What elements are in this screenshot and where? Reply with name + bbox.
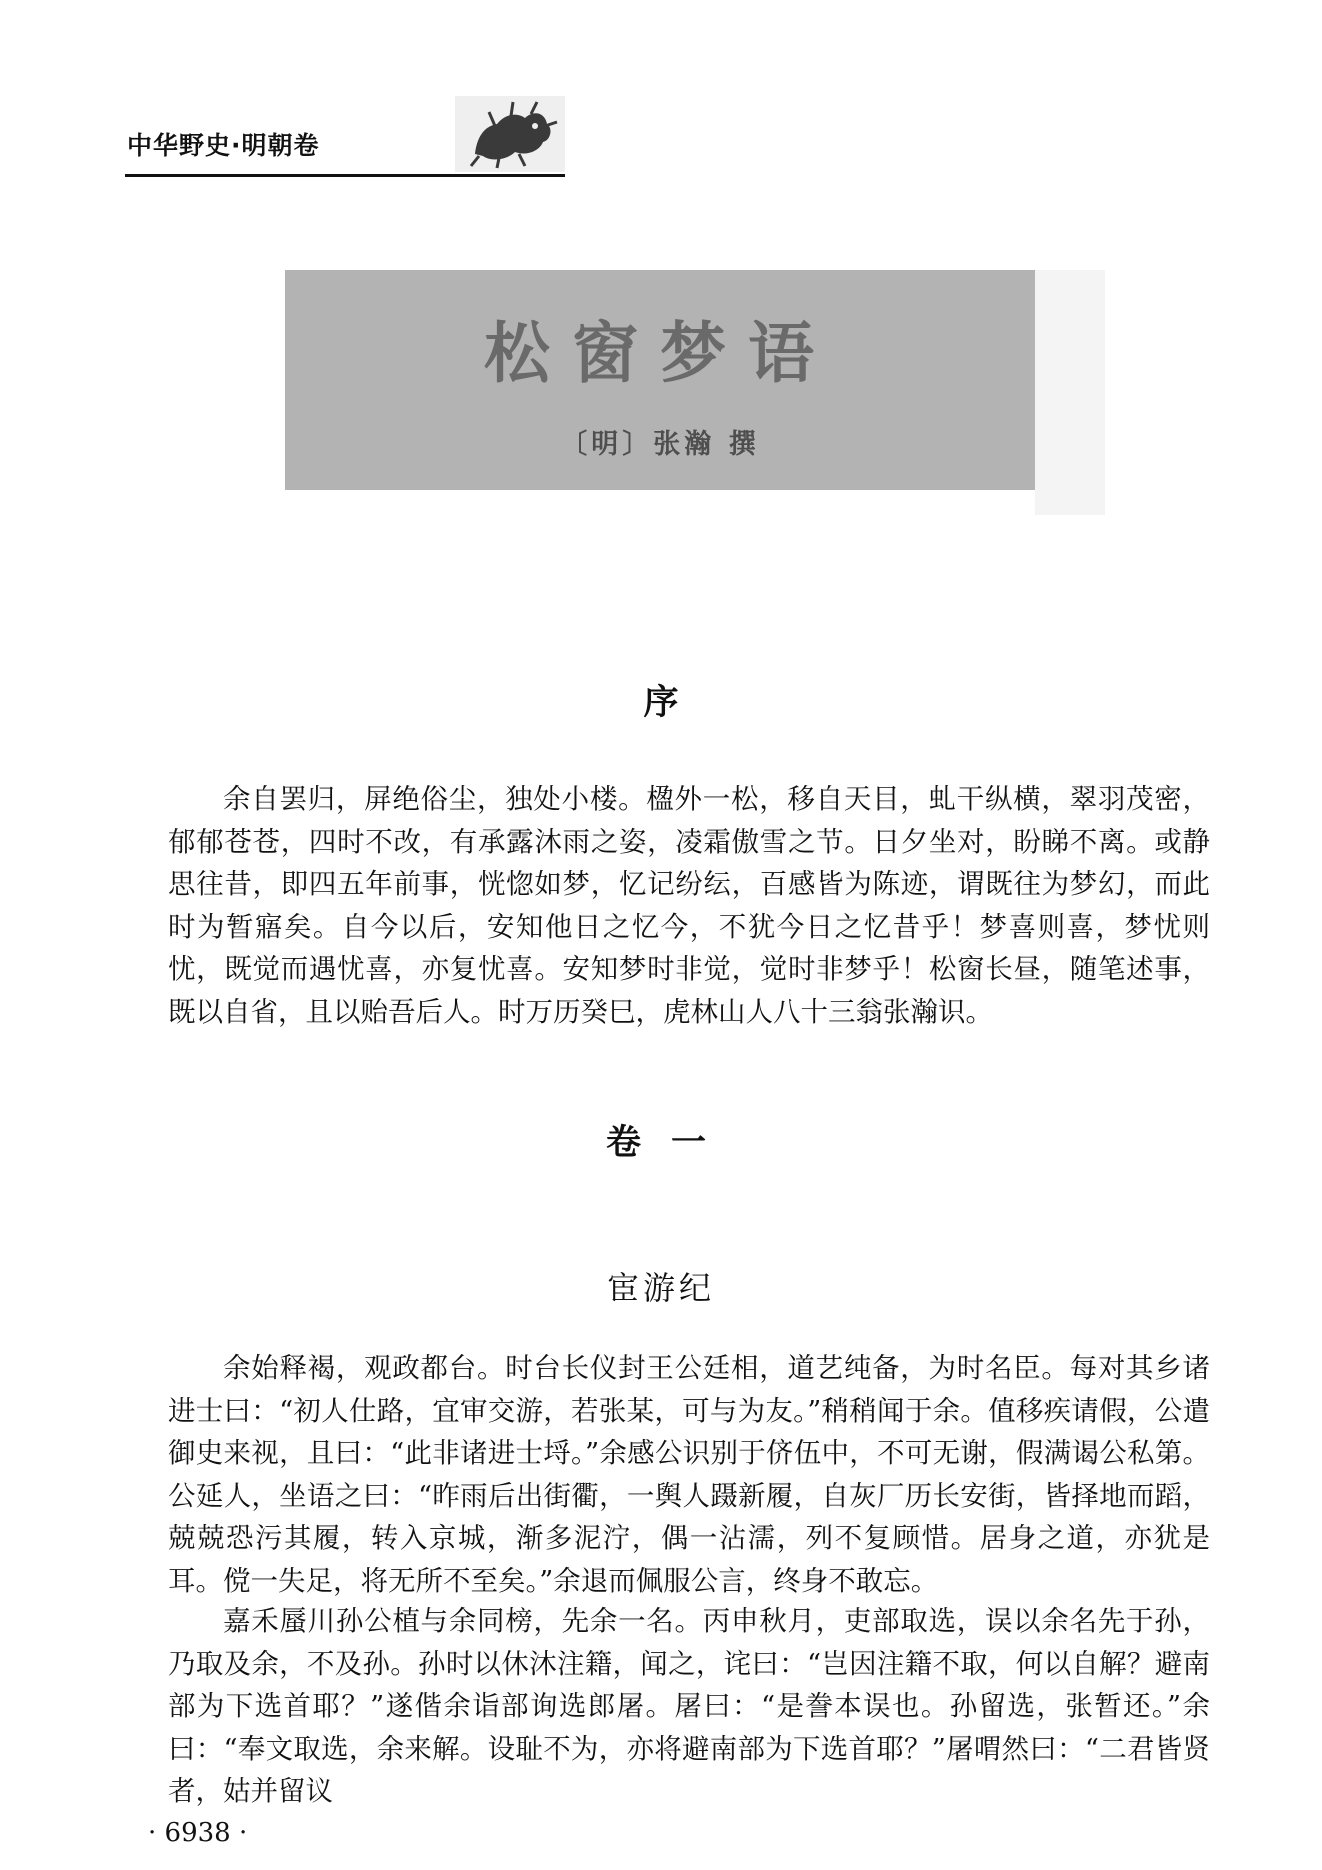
section-heading: 宦游纪 — [606, 1269, 715, 1307]
title-banner — [285, 270, 1035, 490]
running-title: 中华野史·明朝卷 — [127, 131, 320, 160]
running-header — [125, 96, 565, 176]
body-paragraph: 余始释褐，观政都台。时台长仪封王公廷相，道艺纯备，为时名臣。每对其乡诸进士曰：“初人仕路，宜审交游，若张某，可与为友。”稍稍闻于余。值移疾请假，公遣御史来视，且曰：“此非诸进士埒。”余感公识别于侪伍中，不可无谢，假满谒公私第。公延人，坐语之曰：“昨雨后出街衢，一舆人蹑新履，自灰厂历长安街，皆择地而蹈，兢兢恐污其履，转入京城，渐多泥泞，偶一沾濡，列不复顾惜。居身之道，亦犹是耳。傥一失足，将无所不至矣。”余退而佩服公言，终身不敢忘。 — [168, 1352, 1210, 1597]
body-paragraph: 嘉禾蜃川孙公植与余同榜，先余一名。丙申秋月，吏部取选，误以余名先于孙，乃取及余，不及孙。孙时以休沐注籍，闻之，诧曰：“岂因注籍不取，何以自解？避南部为下选首耶？”遂偕余诣部询选郎屠。屠曰：“是誊本误也。孙留选，张暂还。”余曰：“奉文取选，余来解。设耻不为，亦将避南部为下选首耶？”屠喟然曰：“二君皆贤者，姑并留议 — [168, 1605, 1210, 1807]
preface-heading: 序 — [643, 682, 679, 723]
book-title: 松窗梦语 — [484, 314, 836, 392]
dragon-ornament-icon — [455, 96, 565, 172]
book-author: 〔明〕张瀚 撰 — [560, 429, 760, 460]
banner-shadow — [1035, 270, 1105, 515]
preface-paragraph: 余自罢归，屏绝俗尘，独处小楼。楹外一松，移自天目，虬干纵横，翠羽茂密，郁郁苍苍，四时不改，有承露沐雨之姿，凌霜傲雪之节。日夕坐对，盼睇不离。或静思往昔，即四五年前事，恍惚如梦，忆记纷纭，百感皆为陈迹，谓既往为梦幻，而此时为暂寤矣。自今以后，安知他日之忆今，不犹今日之忆昔乎！梦喜则喜，梦忧则忧，既觉而遇忧喜，亦复忧喜。安知梦时非觉，觉时非梦乎！松窗长昼，随笔述事，既以自省，且以贻吾后人。时万历癸巳，虎林山人八十三翁张瀚识。 — [168, 783, 1210, 1028]
page-number: · 6938 · — [148, 1818, 248, 1848]
header-rule — [125, 174, 565, 177]
volume-heading: 卷一 — [605, 1122, 736, 1163]
